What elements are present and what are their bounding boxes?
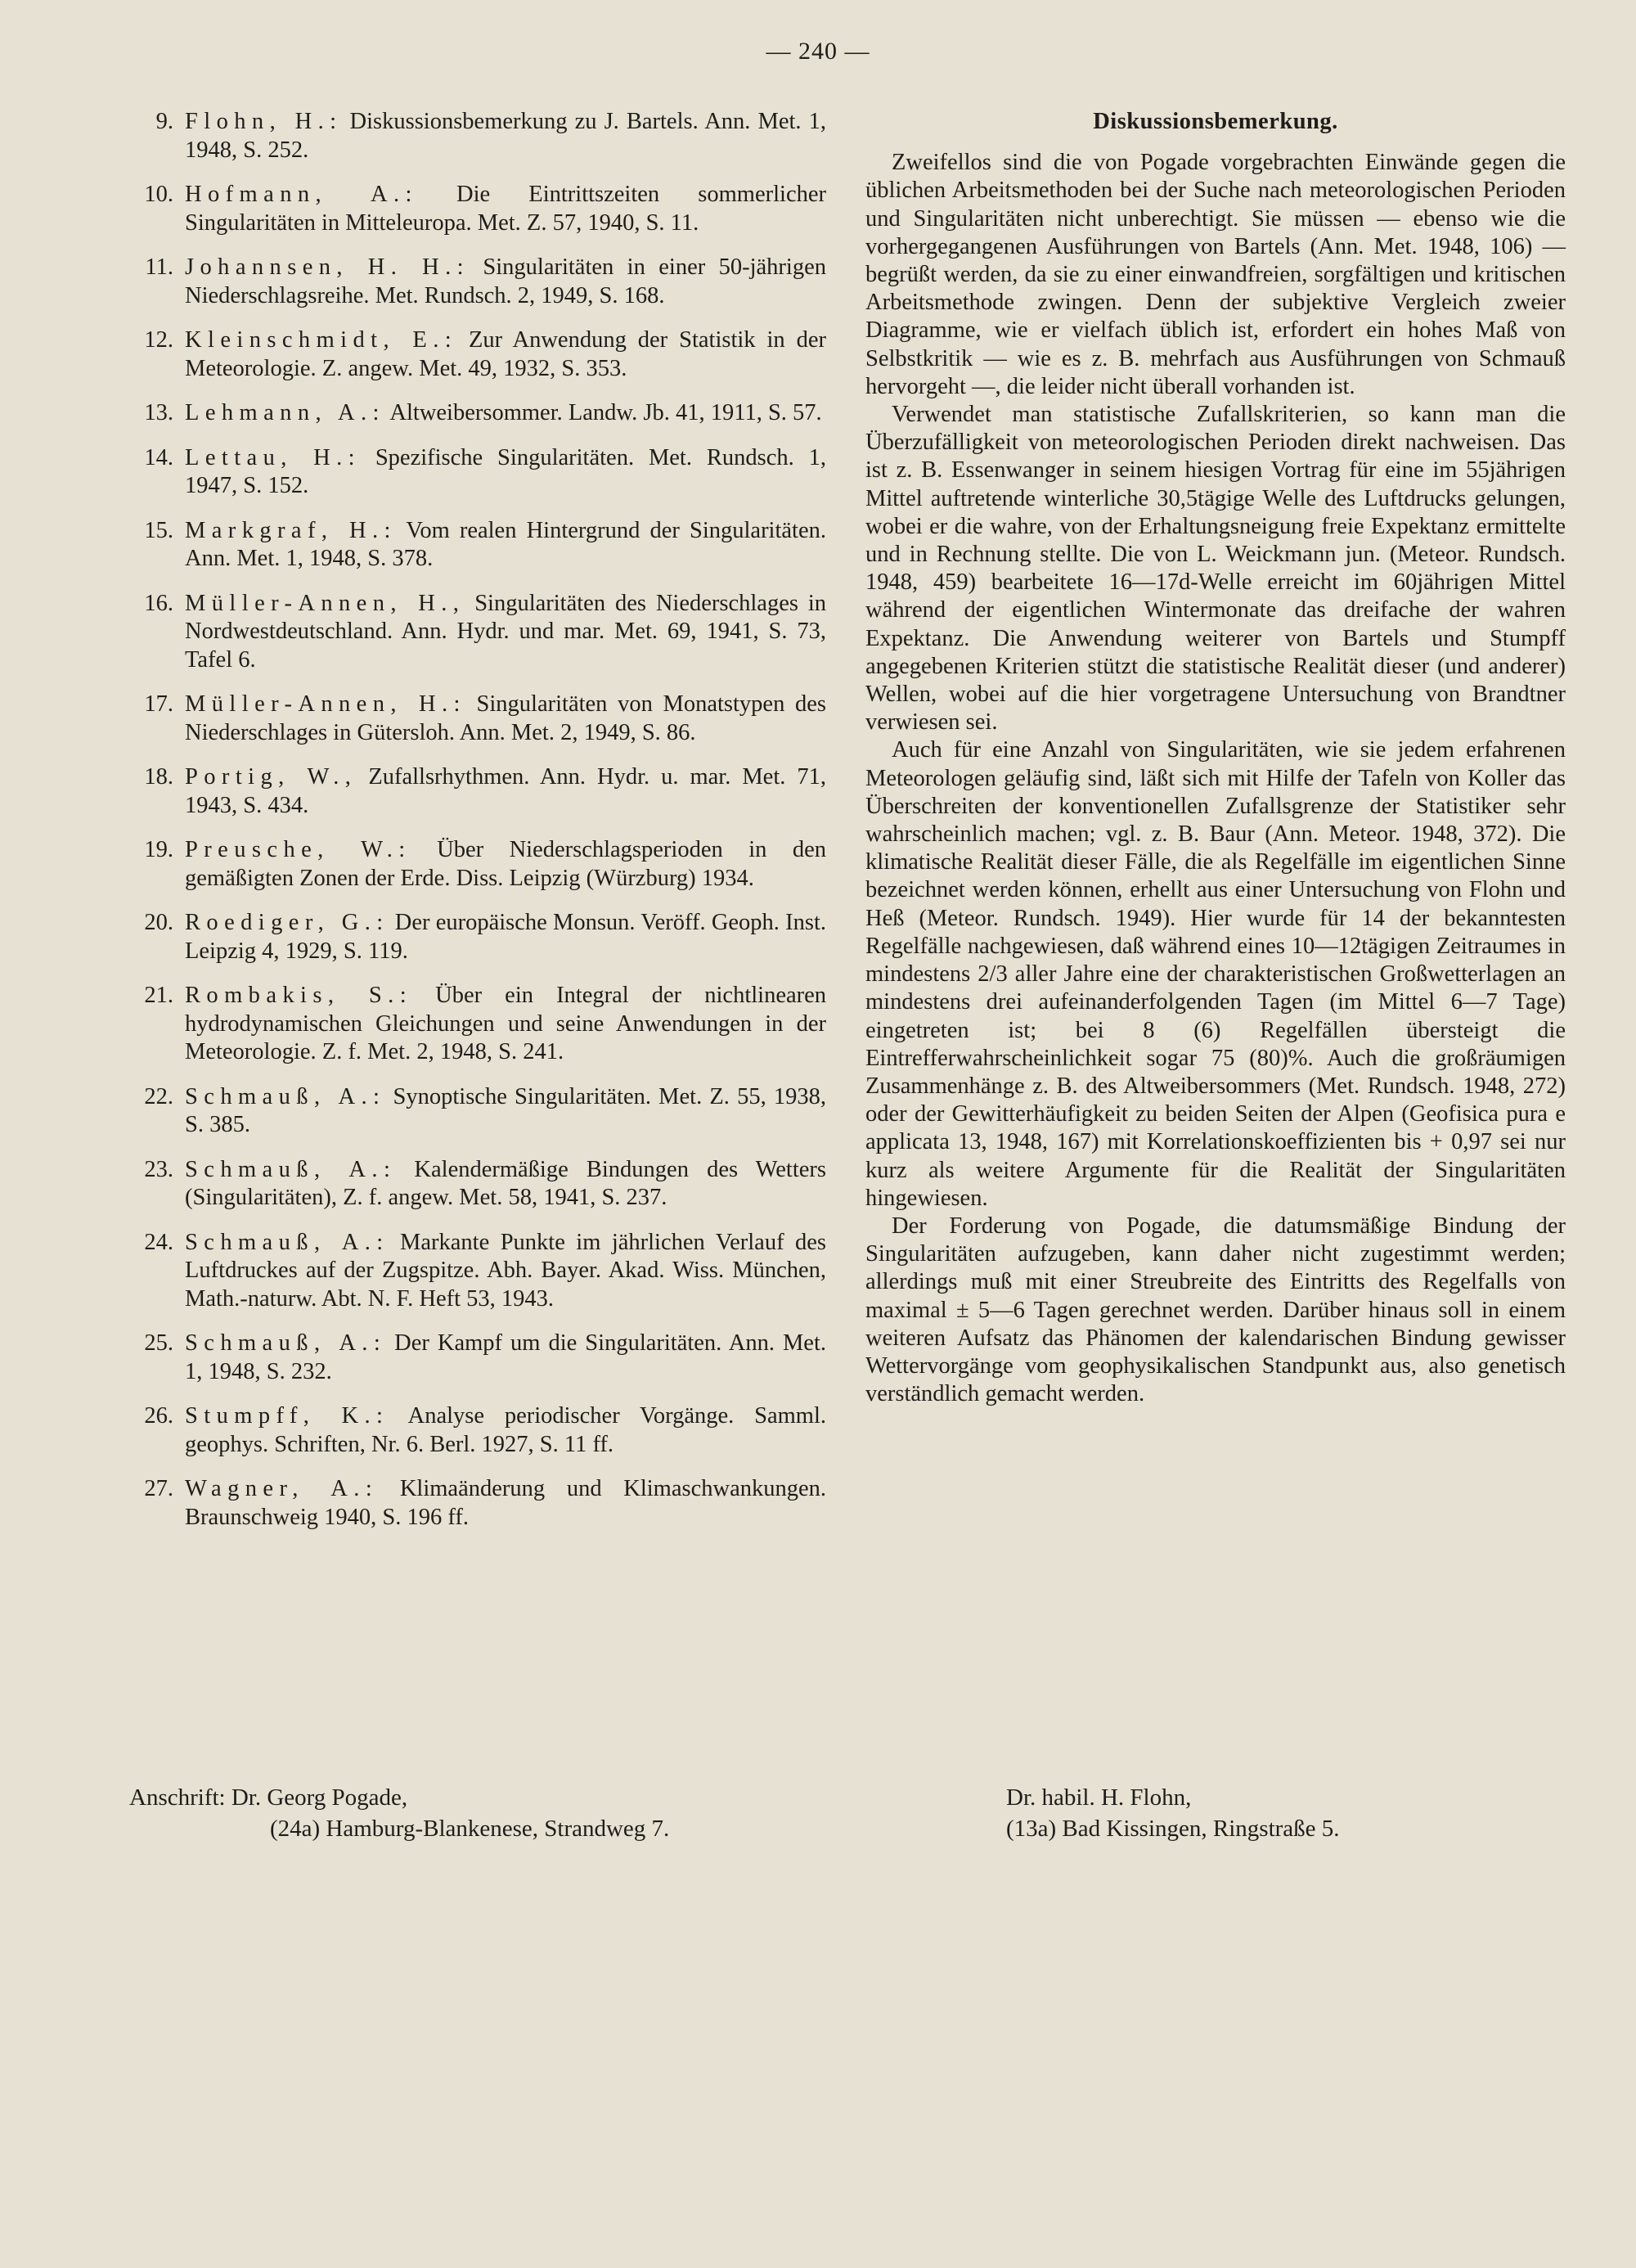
reference-number: 19.: [144, 837, 173, 862]
reference-author: Schmauß, A.:: [185, 1330, 387, 1356]
reference-item: [123, 399, 826, 428]
reference-number: 24.: [144, 1229, 173, 1255]
reference-text: Singularitäten des Niederschlages in Nordwestdeutschland. Ann. Hydr. und mar. Met. 69, 1941, S. 73, Tafel 6.: [185, 590, 826, 673]
reference-author: Stumpff, K.:: [185, 1403, 389, 1429]
reference-list: [123, 108, 826, 1548]
reference-author: Roediger, G.:: [185, 910, 389, 935]
reference-item: [123, 763, 826, 820]
author-address-flohn: [1006, 1782, 1579, 1844]
address-line: Dr. habil. H. Flohn,: [1006, 1784, 1192, 1811]
reference-author: Markgraf, H.:: [185, 517, 397, 543]
reference-number: 21.: [144, 983, 173, 1008]
reference-author: Lehmann, A.:: [185, 400, 385, 425]
reference-number: 17.: [144, 691, 173, 717]
discussion-paragraph: Zweifellos sind die von Pogade vorgebrachten Einwände gegen die üblichen Arbeitsmethoden bei der Suche nach meteorologischen Perioden und Singularitäten nicht unberechtigt. Sie müssen — ebenso wie die vorhergegangenen Ausführungen von Bartels (Ann. Met. 1948, 106) — begrüßt werden, da sie zu einer einwandfreien, sorgfältigen und kritischen Arbeitsmethode zwingen. Denn der subjektive Vergleich zweier Diagramme, wie er vielfach üblich ist, erfordert ein hohes Maß von Selbstkritik — wie es z. B. mehrfach aus Ausführungen von Schmauß hervorgeht —, die leider nicht überall vorhanden ist.: [865, 150, 1566, 399]
discussion-paragraph: Auch für eine Anzahl von Singularitäten, wie sie jedem erfahrenen Meteorologen geläufig sind, läßt sich mit Hilfe der Tafeln von Koller das Überschreiten der konventionellen Zufallsgrenze der Statistiker sehr wahrscheinlich machen; vgl. z. B. Baur (Ann. Meteor. 1948, 372). Die klimatische Realität dieser Fälle, die als Regelfälle im eigentlichen Sinne bezeichnet werden können, erhellt aus einer Untersuchung von Flohn und Heß (Meteor. Rundsch. 1949). Hier wurde für 14 der bekanntesten Regelfälle nachgewiesen, daß während eines 10—12tägigen Zeitraumes in mindestens 2/3 aller Jahre eine der charakteristischen Großwetterlagen an mindestens drei aufeinanderfolgenden Tagen (im Mittel 6—7 Tage) eingetreten ist; bei 8 (6) Regelfällen übersteigt die Eintrefferwahrscheinlichkeit sogar 75 (80)%. Auch die großräumigen Zusammenhänge z. B. des Altweibersommers (Met. Rundsch. 1948, 272) oder der Gewitterhäufigkeit zu beiden Seiten der Alpen (Geofisica pura e applicata 13, 1948, 167) mit Korrelationskoeffizienten bis + 0,97 sei nur kurz als weitere Argumente für die Realität der Singularitäten hingewiesen.: [865, 737, 1566, 1211]
reference-author: Schmauß, A.:: [185, 1229, 389, 1255]
reference-author: Rombakis, S.:: [185, 983, 413, 1008]
reference-number: 13.: [144, 400, 173, 425]
reference-number: 22.: [144, 1083, 173, 1109]
reference-item: [123, 909, 826, 965]
discussion-section: [865, 108, 1566, 1408]
reference-text: Singularitäten von Monatstypen des Niederschlages in Gütersloh. Ann. Met. 2, 1949, S. 86.: [185, 691, 826, 745]
reference-text: Die Eintrittszeiten sommerlicher Singularitäten in Mitteleuropa. Met. Z. 57, 1940, S. 11.: [185, 182, 826, 236]
reference-number: 25.: [144, 1330, 173, 1356]
reference-number: 9.: [155, 109, 173, 134]
reference-number: 15.: [144, 517, 173, 543]
reference-number: 20.: [144, 910, 173, 935]
reference-number: 18.: [144, 764, 173, 790]
reference-author: Johannsen, H. H.:: [185, 254, 470, 280]
reference-item: [123, 691, 826, 747]
reference-author: Portig, W.,: [185, 764, 357, 790]
page-number: — 240 —: [766, 38, 870, 65]
reference-item: [123, 1330, 826, 1386]
reference-text: Synoptische Singularitäten. Met. Z. 55, 1938, S. 385.: [185, 1083, 826, 1137]
reference-text: Markante Punkte im jährlichen Verlauf des Luftdruckes auf der Zugspitze. Abh. Bayer. Akad. Wiss. München, Math.-naturw. Abt. N. F. Heft 53, 1943.: [185, 1229, 826, 1312]
reference-text: Kalendermäßige Bindungen des Wetters (Singularitäten), Z. f. angew. Met. 58, 1941, S. 237.: [185, 1156, 826, 1210]
reference-item: [123, 1083, 826, 1140]
reference-text: Zur Anwendung der Statistik in der Meteorologie. Z. angew. Met. 49, 1932, S. 353.: [185, 327, 826, 381]
reference-item: [123, 444, 826, 501]
address-line: Anschrift: Dr. Georg Pogade,: [129, 1784, 408, 1811]
reference-text: Zufallsrhythmen. Ann. Hydr. u. mar. Met. 71, 1943, S. 434.: [185, 764, 826, 818]
reference-author: Müller-Annen, H.,: [185, 590, 465, 616]
reference-number: 11.: [145, 254, 173, 280]
reference-item: [123, 517, 826, 574]
reference-number: 16.: [144, 590, 173, 616]
reference-text: Vom realen Hintergrund der Singularitäten. Ann. Met. 1, 1948, S. 378.: [185, 517, 826, 571]
reference-item: [123, 181, 826, 237]
reference-item: [123, 326, 826, 383]
reference-author: Schmauß, A.:: [185, 1156, 397, 1182]
reference-item: [123, 254, 826, 310]
reference-item: [123, 108, 826, 164]
discussion-heading: Diskussionsbemerkung.: [1093, 109, 1338, 134]
reference-item: [123, 1402, 826, 1459]
reference-text: Diskussionsbemerkung zu J. Bartels. Ann. Met. 1, 1948, S. 252.: [185, 109, 826, 163]
reference-author: Müller-Annen, H.:: [185, 691, 466, 717]
reference-author: Lettau, H.:: [185, 444, 361, 470]
reference-text: Analyse periodischer Vorgänge. Samml. geophys. Schriften, Nr. 6. Berl. 1927, S. 11 ff.: [185, 1403, 826, 1457]
reference-item: [123, 836, 826, 893]
reference-number: 27.: [144, 1476, 173, 1501]
reference-number: 10.: [144, 182, 173, 207]
reference-item: [123, 1156, 826, 1213]
reference-author: Preusche, W.:: [185, 837, 411, 862]
reference-text: Singularitäten in einer 50-jährigen Niederschlagsreihe. Met. Rundsch. 2, 1949, S. 168.: [185, 254, 826, 308]
reference-number: 12.: [144, 327, 173, 353]
reference-item: [123, 1229, 826, 1314]
reference-text: Der europäische Monsun. Veröff. Geoph. Inst. Leipzig 4, 1929, S. 119.: [185, 910, 826, 964]
reference-item: [123, 1475, 826, 1532]
reference-item: [123, 590, 826, 675]
reference-author: Schmauß, A.:: [185, 1083, 386, 1109]
address-line: (13a) Bad Kissingen, Ringstraße 5.: [1006, 1816, 1340, 1842]
reference-number: 23.: [144, 1156, 173, 1182]
reference-text: Klimaänderung und Klimaschwankungen. Braunschweig 1940, S. 196 ff.: [185, 1476, 826, 1530]
reference-item: [123, 982, 826, 1067]
author-address-pogade: [129, 1782, 833, 1844]
reference-author: Hofmann, A.:: [185, 182, 418, 207]
discussion-paragraph: Verwendet man statistische Zufallskriterien, so kann man die Überzufälligkeit von meteorologischen Perioden direkt nachweisen. Das ist z. B. Essenwanger in seinem hiesigen Vortrag für eine im 55jährigen Mittel auftretende winterliche 30,5tägige Welle des Luftdrucks gelungen, wobei er die wahre, von der Erhaltungsneigung freie Expektanz ermittelte und in Rechnung stellte. Die von L. Weickmann jun. (Meteor. Rundsch. 1948, 459) bearbeitete 16—17d-Welle erreicht im 60jährigen Mittel während der eigentlichen Wintermonate das dreifache der wahren Expektanz. Die Anwendung weiterer von Bartels und Stumpff angegebenen Kriterien stützt die statistische Realität dieser (und anderer) Wellen, wobei auf die hier vorgetragene Untersuchung von Brandtner verwiesen sei.: [865, 402, 1566, 736]
reference-text: Spezifische Singularitäten. Met. Rundsch. 1, 1947, S. 152.: [185, 444, 826, 498]
discussion-paragraph: Der Forderung von Pogade, die datumsmäßige Bindung der Singularitäten aufzugeben, kann daher nicht zugestimmt werden; allerdings muß mit einer Streubreite des Eintritts des Regelfalls von maximal ± 5—6 Tagen gerechnet werden. Darüber hinaus soll in einem weiteren Aufsatz das Phänomen der kalendarischen Bindung gewisser Wettervorgänge vom geophysikalischen Standpunkt aus, also genetisch verständlich gemacht werden.: [865, 1213, 1566, 1407]
reference-text: Altweibersommer. Landw. Jb. 41, 1911, S. 57.: [384, 400, 822, 425]
reference-number: 26.: [144, 1403, 173, 1429]
reference-number: 14.: [144, 444, 173, 470]
reference-author: Kleinschmidt, E.:: [185, 327, 458, 353]
address-line: (24a) Hamburg-Blankenese, Strandweg 7.: [270, 1816, 670, 1842]
reference-text: Der Kampf um die Singularitäten. Ann. Met. 1, 1948, S. 232.: [185, 1330, 826, 1384]
reference-author: Flohn, H.:: [185, 109, 343, 134]
reference-text: Über Niederschlagsperioden in den gemäßigten Zonen der Erde. Diss. Leipzig (Würzburg) 1934.: [185, 837, 826, 891]
reference-text: Über ein Integral der nichtlinearen hydrodynamischen Gleichungen und seine Anwendungen in der Meteorologie. Z. f. Met. 2, 1948, S. 241.: [185, 983, 827, 1064]
reference-author: Wagner, A.:: [185, 1476, 379, 1501]
